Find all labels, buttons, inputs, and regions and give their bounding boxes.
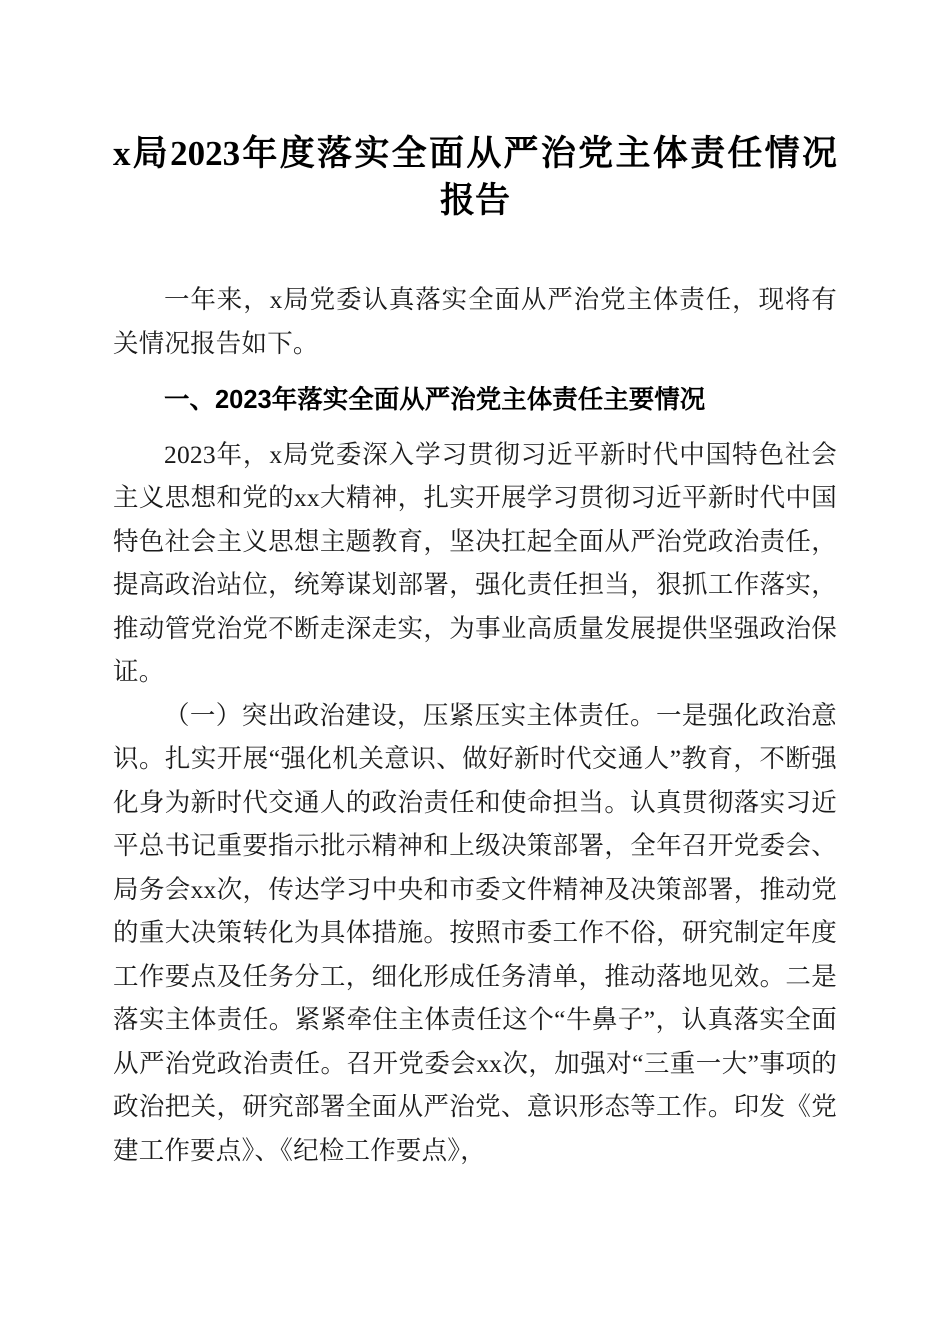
paragraph-subsection-1: （一）突出政治建设，压紧压实主体责任。一是强化政治意识。扎实开展“强化机关意识、做好新时代交通人”教育，不断强化身为新时代交通人的政治责任和使命担当。认真贯彻落实习近平总书记重要指示批示精神和上级决策部署，全年召开党委会、局务会xx次，传达学习中央和市委文件精神及决策部署，推动党的重大决策转化为具体措施。按照市委工作不俗，研究制定年度工作要点及任务分工，细化形成任务清单，推动落地见效。二是落实主体责任。紧紧牵住主体责任这个“牛鼻子”，认真落实全面从严治党政治责任。召开党委会xx次，加强对“三重一大”事项的政治把关，研究部署全面从严治党、意识形态等工作。印发《党建工作要点》、《纪检工作要点》，: [113, 700, 837, 1165]
section-heading-1: 一、2023年落实全面从严治党主体责任主要情况: [164, 386, 706, 414]
document-body: [113, 0, 837, 1172]
page-title-line-2: 报告: [439, 181, 510, 220]
page-title-line-1: x局2023年度落实全面从严治党主体责任情况: [113, 134, 837, 173]
paragraph-intro: 一年来，x局党委认真落实全面从严治党主体责任，现将有关情况报告如下。: [113, 285, 837, 358]
paragraph-section-1-body: 2023年，x局党委深入学习贯彻习近平新时代中国特色社会主义思想和党的xx大精神，扎实开展学习贯彻习近平新时代中国特色社会主义思想主题教育，坚决扛起全面从严治党政治责任，提高政治站位，统筹谋划部署，强化责任担当，狠抓工作落实，推动管党治党不断走深走实，为事业高质量发展提供坚强政治保证。: [113, 439, 837, 686]
page-title: [113, 0, 837, 224]
